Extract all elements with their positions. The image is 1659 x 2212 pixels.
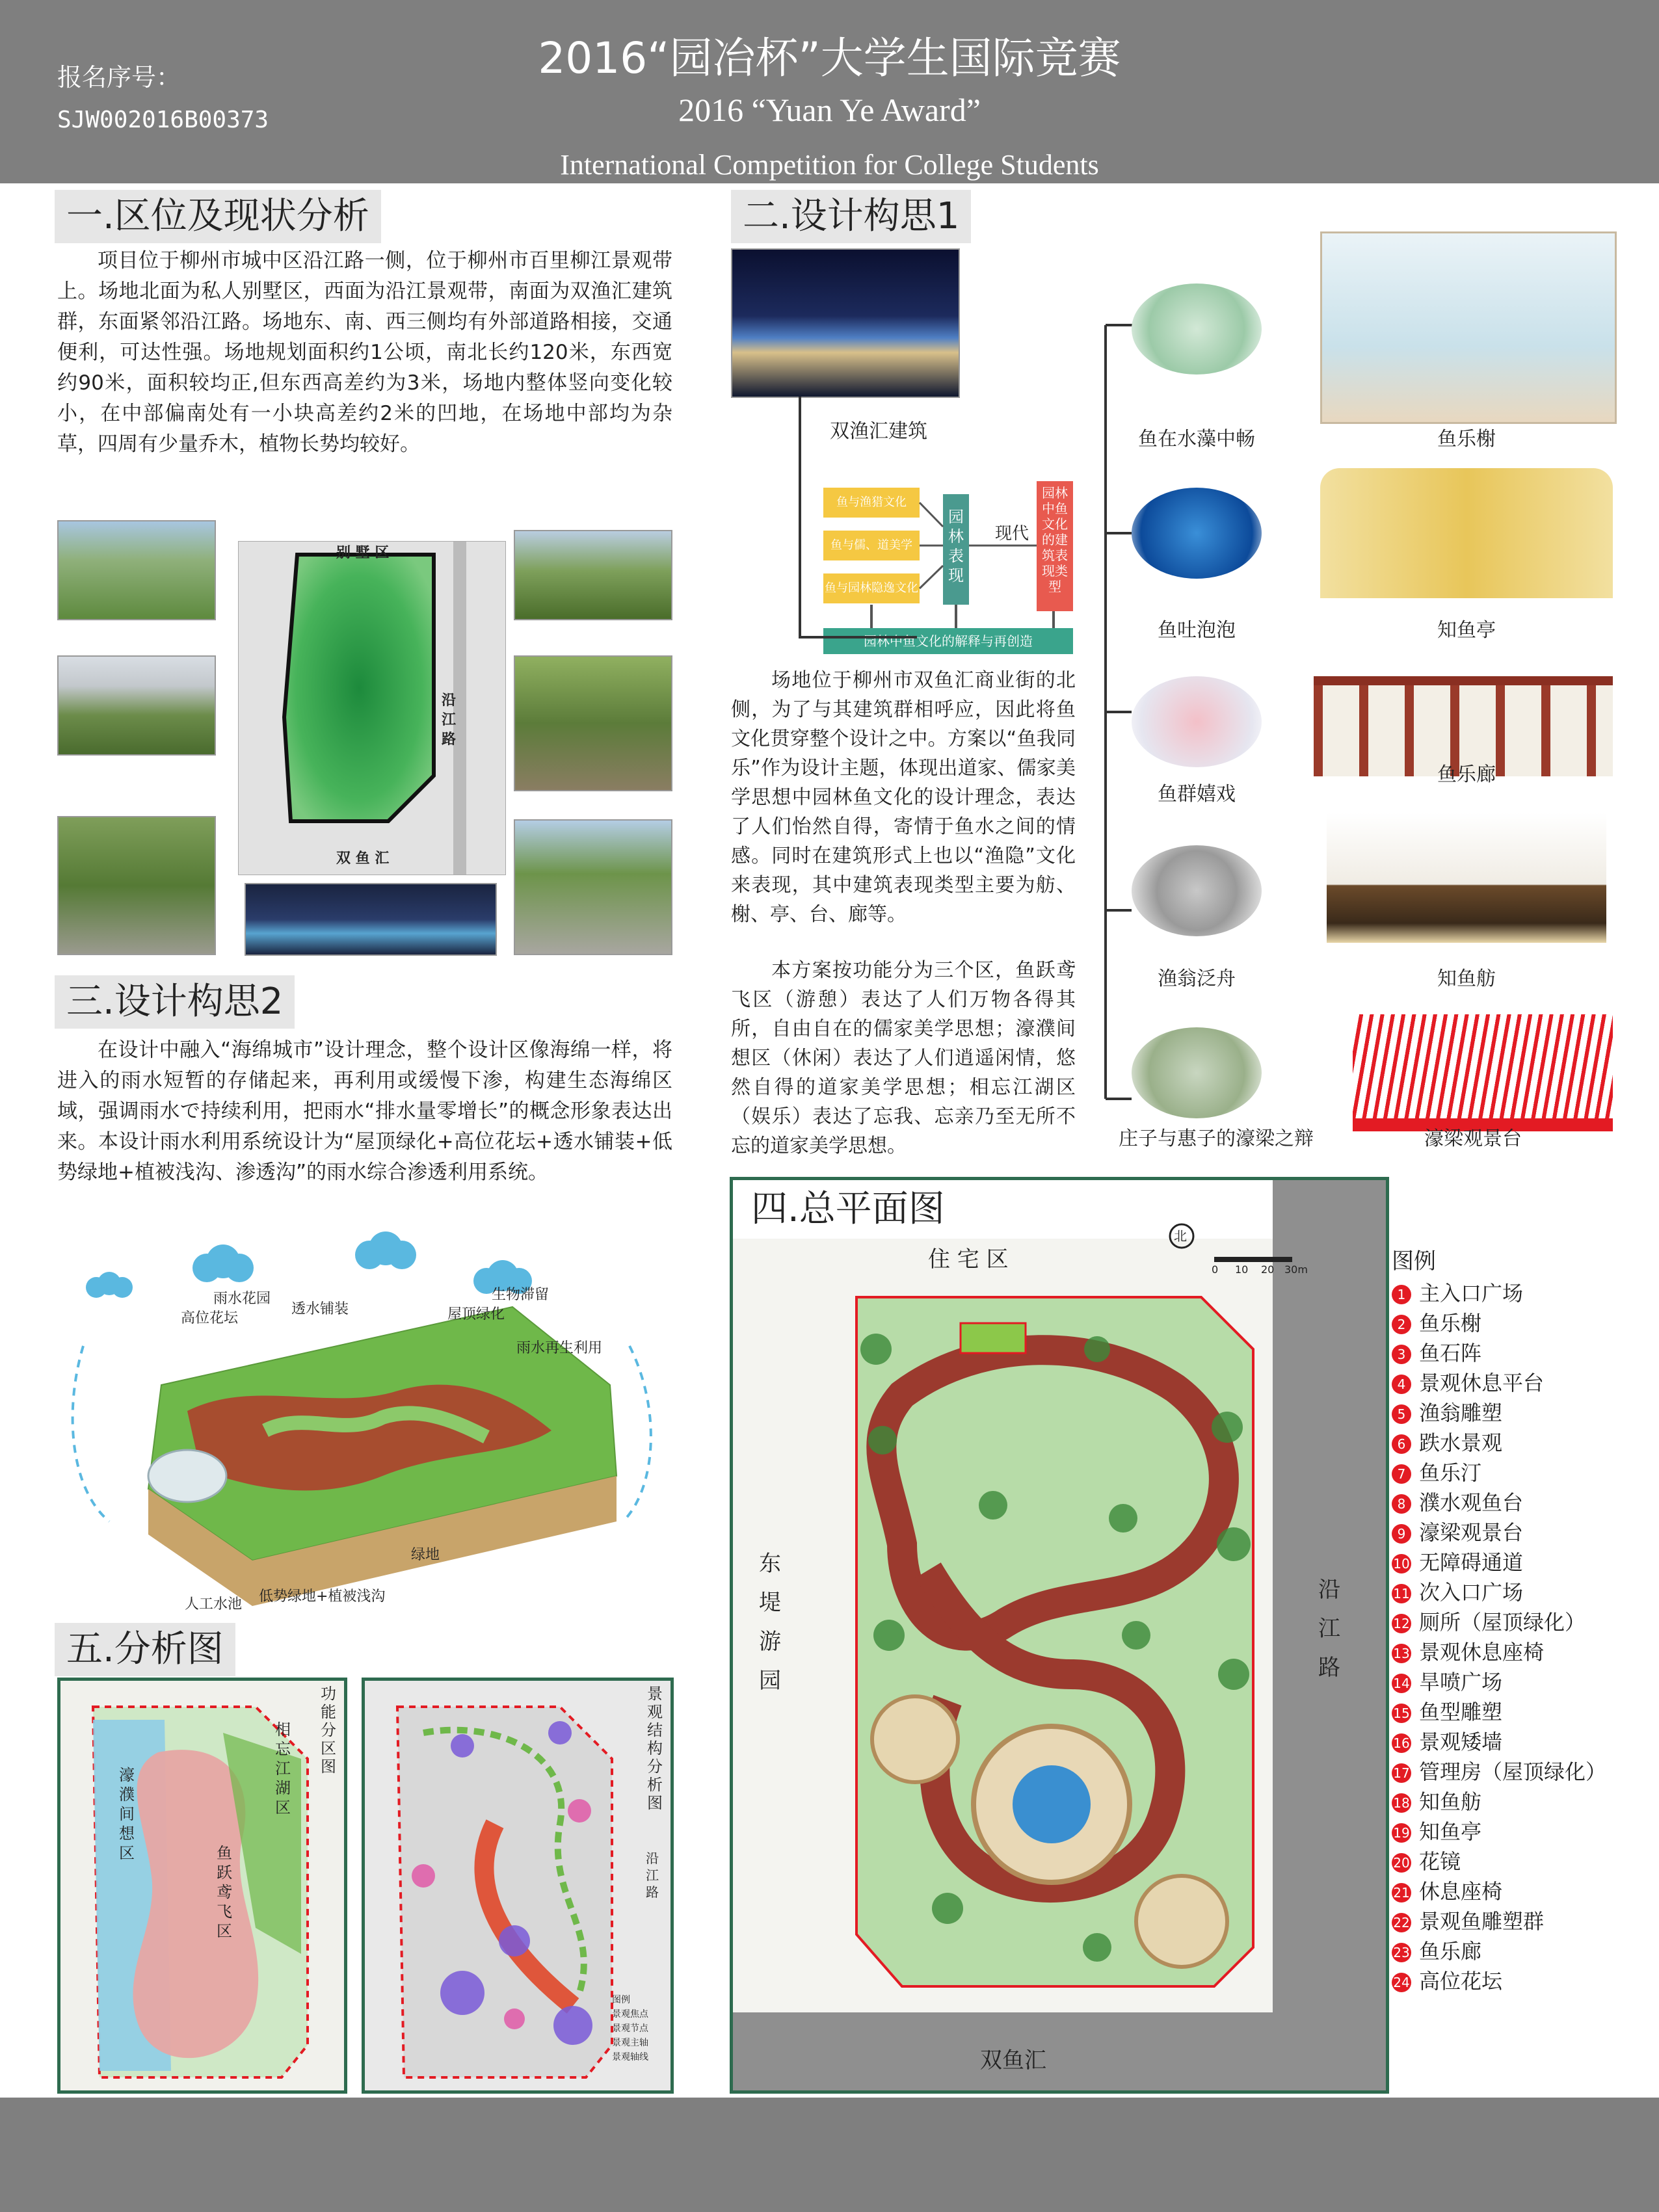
concept-row-1-left: 鱼在水藻中畅 xyxy=(1138,428,1255,451)
legend-label: 旱喷广场 xyxy=(1419,1670,1503,1694)
legend-number: 23 xyxy=(1392,1943,1411,1962)
label-artificial-pool: 人工水池 xyxy=(185,1596,243,1613)
concept-row-5 xyxy=(1119,1014,1613,1170)
function-zoning-svg xyxy=(60,1681,344,2090)
section4-title: 四.总平面图 xyxy=(739,1183,957,1236)
legend-label: 景观休息座椅 xyxy=(1419,1640,1545,1665)
concept-row-4-right: 知鱼舫 xyxy=(1437,968,1496,990)
legend-title: 图例 xyxy=(1392,1248,1436,1274)
legend-item xyxy=(1392,1667,1652,1697)
legend-label: 鱼乐汀 xyxy=(1419,1460,1482,1485)
legend-item xyxy=(1392,1458,1652,1488)
section2-text1: 场地位于柳州市双鱼汇商业街的北侧，为了与其建筑群相呼应，因此将鱼文化贯穿整个设计之中。方案以“鱼我同乐”作为设计主题，体现出道家、儒家美学思想中园林鱼文化的设计理念，表达了人们怡然自得，寄情于鱼水之间的情感。同时在建筑形式上也以“渔隐”文化来表现，其中建筑表现类型主要为舫、榭、亭、台、廊等。 xyxy=(731,669,1076,926)
legend-number: 15 xyxy=(1392,1704,1411,1723)
flow-red-box: 园林中鱼文化的建筑表现类型 xyxy=(1037,481,1073,611)
concept-row-4 xyxy=(1132,813,1613,1008)
sponge-city-diagram xyxy=(57,1216,672,1613)
legend-item xyxy=(1392,1428,1652,1458)
legend-label: 濠梁观景台 xyxy=(1419,1520,1524,1545)
legend-number: 14 xyxy=(1392,1674,1411,1693)
reg-label: 报名序号： xyxy=(57,63,181,92)
legend-label: 知鱼亭 xyxy=(1419,1819,1482,1844)
legend-item xyxy=(1392,1518,1652,1547)
legend-item xyxy=(1392,1368,1652,1398)
legend-label: 鱼乐廊 xyxy=(1419,1939,1482,1964)
legend-number: 9 xyxy=(1392,1524,1411,1544)
site-photo-2 xyxy=(57,655,216,756)
concept-row-2-right: 知鱼亭 xyxy=(1437,619,1496,642)
fisherman-boating-image xyxy=(1132,845,1262,936)
legend-number: 1 xyxy=(1392,1285,1411,1304)
section1-title: 一.区位及现状分析 xyxy=(55,190,381,243)
legend-label: 管理房（屋顶绿化） xyxy=(1419,1759,1607,1784)
legend-list xyxy=(1392,1278,1652,1996)
legend-item xyxy=(1392,1906,1652,1936)
legend-item xyxy=(1392,1847,1652,1876)
mini-legend xyxy=(612,1993,668,2064)
label-bioretention: 生物滞留 xyxy=(492,1287,550,1303)
map-east-label: 沿江路 xyxy=(442,692,457,748)
title-cn: 2016“园冶杯”大学生国际竞赛 xyxy=(538,33,1121,83)
legend-item xyxy=(1392,1697,1652,1727)
fish-in-algae-image xyxy=(1132,283,1262,375)
legend-number: 18 xyxy=(1392,1793,1411,1813)
legend-item xyxy=(1392,1966,1652,1996)
flow-box-3: 鱼与园林隐逸文化 xyxy=(823,573,920,603)
legend-number: 21 xyxy=(1392,1883,1411,1903)
legend-label: 知鱼舫 xyxy=(1419,1789,1482,1814)
site-photo-5 xyxy=(514,655,672,791)
legend-label: 渔翁雕塑 xyxy=(1419,1401,1503,1425)
sponge-city-svg xyxy=(57,1216,672,1613)
concept-row-2 xyxy=(1132,468,1613,650)
plan-left-label: 东堤游园 xyxy=(759,1551,781,1694)
legend-number: 19 xyxy=(1392,1823,1411,1843)
plan-right-label: 沿江路 xyxy=(1318,1577,1340,1681)
zone-yuyue: 鱼跃鸢飞区 xyxy=(217,1844,232,1940)
label-raised-bed: 高位花坛 xyxy=(181,1310,239,1326)
legend-item xyxy=(1392,1577,1652,1607)
legend-number: 24 xyxy=(1392,1973,1411,1992)
legend-number: 12 xyxy=(1392,1614,1411,1633)
map-south-label: 双 鱼 汇 xyxy=(336,850,390,867)
concept-row-5-right: 濠梁观景台 xyxy=(1424,1127,1522,1150)
site-map-svg xyxy=(239,542,505,875)
legend-item xyxy=(1392,1338,1652,1368)
legend-number: 7 xyxy=(1392,1464,1411,1484)
master-plan-frame xyxy=(730,1177,1389,2094)
legend-item xyxy=(1392,1637,1652,1667)
concept-row-1 xyxy=(1132,231,1613,459)
legend-item xyxy=(1392,1547,1652,1577)
scale-0: 0 xyxy=(1212,1263,1219,1276)
legend-item xyxy=(1392,1278,1652,1308)
function-zoning-map xyxy=(57,1678,347,2094)
label-permeable-paving: 透水铺装 xyxy=(291,1301,349,1317)
map-north-label: 别 墅 区 xyxy=(336,545,390,561)
landscape-structure-map xyxy=(362,1678,674,2094)
legend-label: 濮水观鱼台 xyxy=(1419,1490,1524,1515)
legend-item xyxy=(1392,1308,1652,1338)
label-green-roof: 屋顶绿化 xyxy=(447,1306,505,1323)
legend-label: 鱼乐榭 xyxy=(1419,1311,1482,1336)
section5-title: 五.分析图 xyxy=(55,1623,235,1676)
legend-label: 景观矮墙 xyxy=(1419,1730,1503,1754)
fish-pavilion-image xyxy=(1320,231,1617,424)
footer-band xyxy=(0,2098,1659,2212)
legend-label: 无障碍通道 xyxy=(1419,1550,1524,1575)
site-photo-1 xyxy=(57,520,216,620)
label-low-green: 低势绿地+植被浅沟 xyxy=(259,1588,386,1605)
title-en1: 2016 “Yuan Ye Award” xyxy=(678,92,981,128)
legend-label: 主入口广场 xyxy=(1419,1281,1524,1306)
legend-label: 厕所（屋顶绿化） xyxy=(1419,1610,1586,1635)
legend-label: 景观休息平台 xyxy=(1419,1371,1545,1395)
scale-10: 10 xyxy=(1235,1263,1249,1276)
legend-label: 次入口广场 xyxy=(1419,1580,1524,1605)
legend-item xyxy=(1392,1757,1652,1787)
func-title: 功能分区图 xyxy=(321,1685,336,1776)
flow-modern-label: 现代 xyxy=(995,524,1029,544)
fish-boat-image xyxy=(1327,813,1606,943)
label-rain-garden: 雨水花园 xyxy=(213,1291,271,1307)
legend-item xyxy=(1392,1787,1652,1817)
legend-number: 20 xyxy=(1392,1853,1411,1873)
concept-row-3 xyxy=(1132,663,1613,819)
section1-text: 项目位于柳州市城中区沿江路一侧，位于柳州市百里柳江景观带上。场地北面为私人别墅区，西面为沿江景观带，南面为双渔汇建筑群，东面紧邻沿江路。场地东、南、西三侧均有外部道路相接，交通便利，可达性强。场地规划面积约1公顷，南北长约120米，东西宽约90米，面积较均正,但东西高差约为3米，场地内整体竖向变化较小，在中部偏南处有一小块高差约2米的凹地，在场地中部均为杂草，四周有少量乔木，植物长势均较好。 xyxy=(57,249,672,456)
concept-row-4-left: 渔翁泛舟 xyxy=(1158,968,1236,990)
haoliang-terrace-image xyxy=(1353,1014,1613,1131)
site-boundary xyxy=(284,555,434,821)
label-rain-reuse: 雨水再生利用 xyxy=(516,1340,603,1356)
concept-row-1-right: 鱼乐榭 xyxy=(1437,428,1496,451)
zhuangzi-huizi-image xyxy=(1132,1027,1262,1118)
mini-legend-main-axis: 景观主轴 xyxy=(612,2038,648,2048)
zone-xiangwang: 相忘江湖区 xyxy=(275,1720,291,1817)
plan-top-label: 住 宅 区 xyxy=(928,1246,1009,1272)
plan-bottom-label: 双鱼汇 xyxy=(980,2047,1046,2074)
legend-number: 17 xyxy=(1392,1763,1411,1783)
legend-number: 8 xyxy=(1392,1494,1411,1514)
legend-number: 4 xyxy=(1392,1375,1411,1394)
zone-haopu: 濠濮间想区 xyxy=(119,1766,135,1862)
legend-item xyxy=(1392,1876,1652,1906)
fish-playing-image xyxy=(1132,676,1262,767)
concept-row-2-left: 鱼吐泡泡 xyxy=(1158,619,1236,642)
mini-legend-title: 图例 xyxy=(612,1995,630,2005)
legend-item xyxy=(1392,1398,1652,1428)
flow-box-1: 鱼与渔猎文化 xyxy=(823,488,920,518)
legend-number: 5 xyxy=(1392,1404,1411,1424)
legend-label: 高位花坛 xyxy=(1419,1969,1503,1994)
legend-label: 鱼石阵 xyxy=(1419,1341,1482,1365)
legend-item xyxy=(1392,1727,1652,1757)
master-plan-svg xyxy=(733,1180,1386,2090)
mini-legend-focus: 景观焦点 xyxy=(612,2009,648,2020)
legend-number: 6 xyxy=(1392,1434,1411,1454)
site-photo-4 xyxy=(514,530,672,620)
header-band xyxy=(0,0,1659,183)
section3-title: 三.设计构思2 xyxy=(55,975,295,1029)
scale-30: 30m xyxy=(1284,1263,1308,1276)
legend-item xyxy=(1392,1607,1652,1637)
legend-label: 跌水景观 xyxy=(1419,1430,1503,1455)
legend-number: 22 xyxy=(1392,1913,1411,1932)
site-map xyxy=(238,541,506,875)
legend-label: 鱼型雕塑 xyxy=(1419,1700,1503,1724)
site-photo-3 xyxy=(57,816,216,955)
legend-label: 花镜 xyxy=(1419,1849,1461,1874)
landscape-title: 景观结构分析图 xyxy=(647,1685,663,1812)
mini-legend-node: 景观节点 xyxy=(612,2023,648,2034)
plan-legend xyxy=(1392,1244,1652,1996)
legend-number: 2 xyxy=(1392,1315,1411,1334)
road-label: 沿江路 xyxy=(646,1850,659,1900)
legend-item xyxy=(1392,1936,1652,1966)
reg-code: SJW002016B00373 xyxy=(57,107,269,133)
concept-row-3-right: 鱼乐廊 xyxy=(1437,763,1496,786)
legend-number: 10 xyxy=(1392,1554,1411,1573)
concept-row-5-left: 庄子与惠子的濠梁之辩 xyxy=(1119,1127,1314,1150)
section3-text: 在设计中融入“海绵城市”设计理念，整个设计区像海绵一样，将进入的雨水短暂的存储起来，再利用或缓慢下渗，构建生态海绵区域，强调雨水で持续利用，把雨水“排水量零增长”的概念形象表达出来。本设计雨水利用系统设计为“屋顶绿化+高位花坛+透水铺装+低势绿地+植被浅沟、渗透沟”的雨水综合渗透利用系统。 xyxy=(57,1038,672,1184)
label-green-land: 绿地 xyxy=(411,1547,440,1563)
legend-label: 景观鱼雕塑群 xyxy=(1419,1909,1545,1934)
north-arrow-icon: 北 xyxy=(1174,1228,1187,1244)
site-photo-6 xyxy=(514,819,672,955)
flow-box-2: 鱼与儒、道美学 xyxy=(823,531,920,560)
flow-center-box: 园林表现 xyxy=(943,494,969,605)
fish-bubble-image xyxy=(1132,488,1262,579)
section2-title: 二.设计构思1 xyxy=(731,190,971,243)
scale-20: 20 xyxy=(1261,1263,1275,1276)
concept-row-3-left: 鱼群嬉戏 xyxy=(1158,783,1236,806)
mini-legend-axis: 景观轴线 xyxy=(612,2052,648,2062)
legend-item xyxy=(1392,1488,1652,1518)
legend-number: 3 xyxy=(1392,1345,1411,1364)
section2-text2: 本方案按功能分为三个区，鱼跃鸢飞区（游憩）表达了人们万物各得其所，自由自在的儒家美学思想；濠濮间想区（休闲）表达了人们逍遥闲情，悠然自得的道家美学思想；相忘江湖区（娱乐）表达了忘我、忘亲乃至无所不忘的道家美学思想。 xyxy=(731,959,1076,1157)
flow-bottom-bar: 园林中鱼文化的解释与再创造 xyxy=(823,628,1073,654)
legend-number: 16 xyxy=(1392,1733,1411,1753)
shuangyuhui-night-photo xyxy=(245,883,497,956)
fish-know-pavilion-image xyxy=(1320,468,1613,598)
legend-label: 休息座椅 xyxy=(1419,1879,1503,1904)
legend-item xyxy=(1392,1817,1652,1847)
legend-number: 13 xyxy=(1392,1644,1411,1663)
legend-number: 11 xyxy=(1392,1584,1411,1603)
title-en2: International Competition for College Students xyxy=(560,149,1099,181)
building-caption: 双渔汇建筑 xyxy=(830,420,927,443)
